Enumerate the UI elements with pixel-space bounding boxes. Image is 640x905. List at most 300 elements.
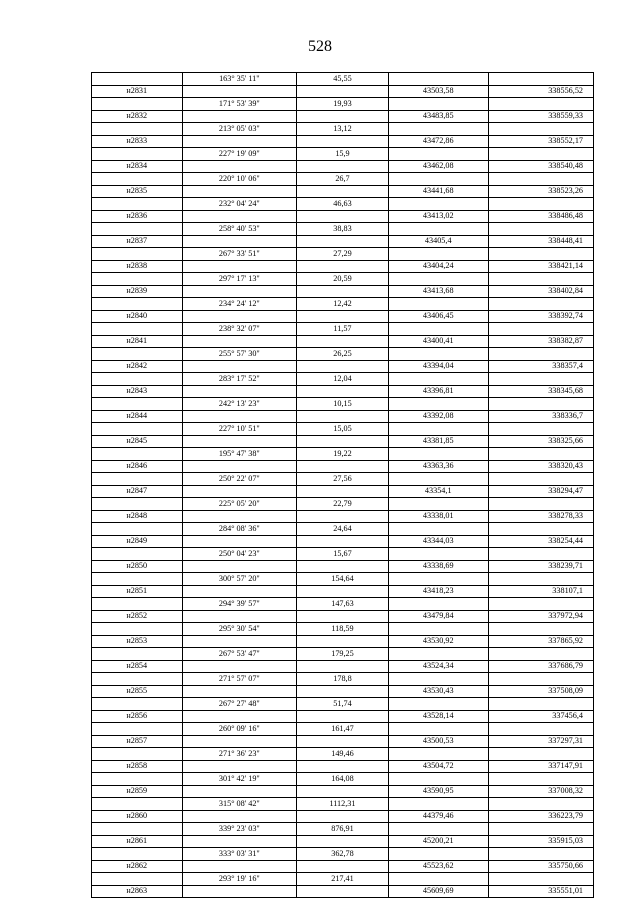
distance-cell bbox=[297, 460, 389, 473]
direction-angle-cell bbox=[182, 685, 297, 698]
direction-angle-cell: 227° 19' 09" bbox=[182, 148, 297, 161]
point-id-cell: н2854 bbox=[92, 660, 183, 673]
distance-cell: 178,8 bbox=[297, 673, 389, 686]
point-row bbox=[92, 685, 594, 698]
y-coordinate-cell: 336223,79 bbox=[488, 810, 593, 823]
point-id-cell bbox=[92, 498, 183, 511]
direction-angle-cell: 284° 08' 36" bbox=[182, 523, 297, 536]
distance-cell: 118,59 bbox=[297, 623, 389, 636]
page-number: 528 bbox=[308, 38, 332, 55]
y-coordinate-cell: 338486,48 bbox=[488, 210, 593, 223]
direction-angle-cell: 213° 05' 03" bbox=[182, 123, 297, 136]
point-id-cell: н2840 bbox=[92, 310, 183, 323]
segment-row bbox=[92, 723, 594, 736]
direction-angle-cell bbox=[182, 435, 297, 448]
y-coordinate-cell bbox=[488, 248, 593, 261]
distance-cell: 12,04 bbox=[297, 373, 389, 386]
point-id-cell: н2861 bbox=[92, 835, 183, 848]
y-coordinate-cell bbox=[488, 598, 593, 611]
x-coordinate-cell: 43413,02 bbox=[388, 210, 488, 223]
y-coordinate-cell bbox=[488, 823, 593, 836]
distance-cell: 19,93 bbox=[297, 98, 389, 111]
point-id-cell bbox=[92, 248, 183, 261]
point-id-cell bbox=[92, 573, 183, 586]
point-id-cell bbox=[92, 423, 183, 436]
distance-cell: 27,29 bbox=[297, 248, 389, 261]
x-coordinate-cell bbox=[388, 323, 488, 336]
x-coordinate-cell bbox=[388, 598, 488, 611]
y-coordinate-cell: 338254,44 bbox=[488, 535, 593, 548]
point-row bbox=[92, 385, 594, 398]
distance-cell bbox=[297, 485, 389, 498]
x-coordinate-cell: 43503,58 bbox=[388, 85, 488, 98]
x-coordinate-cell: 43528,14 bbox=[388, 710, 488, 723]
point-id-cell bbox=[92, 823, 183, 836]
segment-row bbox=[92, 323, 594, 336]
distance-cell: 362,78 bbox=[297, 848, 389, 861]
direction-angle-cell: 267° 33' 51" bbox=[182, 248, 297, 261]
point-id-cell: н2855 bbox=[92, 685, 183, 698]
x-coordinate-cell bbox=[388, 448, 488, 461]
y-coordinate-cell bbox=[488, 473, 593, 486]
direction-angle-cell: 339° 23' 03" bbox=[182, 823, 297, 836]
point-id-cell: н2857 bbox=[92, 735, 183, 748]
y-coordinate-cell: 337008,32 bbox=[488, 785, 593, 798]
y-coordinate-cell: 338540,48 bbox=[488, 160, 593, 173]
x-coordinate-cell: 45523,62 bbox=[388, 860, 488, 873]
point-id-cell: н2859 bbox=[92, 785, 183, 798]
direction-angle-cell bbox=[182, 110, 297, 123]
x-coordinate-cell bbox=[388, 848, 488, 861]
y-coordinate-cell bbox=[488, 348, 593, 361]
y-coordinate-cell bbox=[488, 573, 593, 586]
segment-row bbox=[92, 423, 594, 436]
x-coordinate-cell: 43405,4 bbox=[388, 235, 488, 248]
direction-angle-cell: 271° 57' 07" bbox=[182, 673, 297, 686]
distance-cell bbox=[297, 535, 389, 548]
y-coordinate-cell bbox=[488, 648, 593, 661]
point-id-cell bbox=[92, 548, 183, 561]
segment-row bbox=[92, 773, 594, 786]
point-row bbox=[92, 235, 594, 248]
y-coordinate-cell bbox=[488, 73, 593, 86]
y-coordinate-cell: 338559,33 bbox=[488, 110, 593, 123]
direction-angle-cell: 315° 08' 42" bbox=[182, 798, 297, 811]
distance-cell bbox=[297, 385, 389, 398]
x-coordinate-cell: 43472,86 bbox=[388, 135, 488, 148]
point-row bbox=[92, 285, 594, 298]
point-id-cell: н2851 bbox=[92, 585, 183, 598]
distance-cell: 161,47 bbox=[297, 723, 389, 736]
point-row bbox=[92, 885, 594, 898]
distance-cell: 15,05 bbox=[297, 423, 389, 436]
x-coordinate-cell bbox=[388, 198, 488, 211]
y-coordinate-cell: 338552,17 bbox=[488, 135, 593, 148]
y-coordinate-cell: 338556,52 bbox=[488, 85, 593, 98]
segment-row bbox=[92, 223, 594, 236]
direction-angle-cell bbox=[182, 260, 297, 273]
x-coordinate-cell bbox=[388, 748, 488, 761]
distance-cell: 15,67 bbox=[297, 548, 389, 561]
x-coordinate-cell bbox=[388, 548, 488, 561]
direction-angle-cell: 301° 42' 19" bbox=[182, 773, 297, 786]
direction-angle-cell: 171° 53' 39" bbox=[182, 98, 297, 111]
distance-cell bbox=[297, 785, 389, 798]
direction-angle-cell bbox=[182, 460, 297, 473]
y-coordinate-cell: 338392,74 bbox=[488, 310, 593, 323]
x-coordinate-cell: 43404,24 bbox=[388, 260, 488, 273]
y-coordinate-cell bbox=[488, 98, 593, 111]
x-coordinate-cell bbox=[388, 148, 488, 161]
segment-row bbox=[92, 798, 594, 811]
distance-cell bbox=[297, 560, 389, 573]
segment-row bbox=[92, 198, 594, 211]
y-coordinate-cell bbox=[488, 723, 593, 736]
y-coordinate-cell: 337508,09 bbox=[488, 685, 593, 698]
point-id-cell: н2849 bbox=[92, 535, 183, 548]
y-coordinate-cell: 338294,47 bbox=[488, 485, 593, 498]
x-coordinate-cell: 43504,72 bbox=[388, 760, 488, 773]
distance-cell: 27,56 bbox=[297, 473, 389, 486]
y-coordinate-cell: 338325,66 bbox=[488, 435, 593, 448]
point-id-cell bbox=[92, 398, 183, 411]
x-coordinate-cell: 43344,03 bbox=[388, 535, 488, 548]
distance-cell: 46,63 bbox=[297, 198, 389, 211]
distance-cell bbox=[297, 110, 389, 123]
y-coordinate-cell: 337972,94 bbox=[488, 610, 593, 623]
x-coordinate-cell bbox=[388, 223, 488, 236]
x-coordinate-cell: 43354,1 bbox=[388, 485, 488, 498]
point-row bbox=[92, 710, 594, 723]
x-coordinate-cell: 43530,43 bbox=[388, 685, 488, 698]
direction-angle-cell bbox=[182, 385, 297, 398]
direction-angle-cell: 227° 10' 51" bbox=[182, 423, 297, 436]
point-row bbox=[92, 310, 594, 323]
point-id-cell bbox=[92, 873, 183, 886]
direction-angle-cell bbox=[182, 235, 297, 248]
point-row bbox=[92, 460, 594, 473]
segment-row bbox=[92, 173, 594, 186]
point-id-cell bbox=[92, 323, 183, 336]
point-id-cell: н2839 bbox=[92, 285, 183, 298]
y-coordinate-cell: 335750,66 bbox=[488, 860, 593, 873]
direction-angle-cell bbox=[182, 310, 297, 323]
point-row bbox=[92, 110, 594, 123]
distance-cell: 147,63 bbox=[297, 598, 389, 611]
y-coordinate-cell bbox=[488, 198, 593, 211]
distance-cell: 26,7 bbox=[297, 173, 389, 186]
point-row bbox=[92, 435, 594, 448]
distance-cell bbox=[297, 810, 389, 823]
y-coordinate-cell: 335915,03 bbox=[488, 835, 593, 848]
segment-row bbox=[92, 598, 594, 611]
distance-cell bbox=[297, 135, 389, 148]
point-row bbox=[92, 835, 594, 848]
y-coordinate-cell bbox=[488, 673, 593, 686]
point-id-cell bbox=[92, 173, 183, 186]
point-row bbox=[92, 135, 594, 148]
direction-angle-cell bbox=[182, 285, 297, 298]
distance-cell: 179,25 bbox=[297, 648, 389, 661]
y-coordinate-cell: 338357,4 bbox=[488, 360, 593, 373]
direction-angle-cell bbox=[182, 85, 297, 98]
distance-cell bbox=[297, 610, 389, 623]
direction-angle-cell bbox=[182, 410, 297, 423]
y-coordinate-cell: 337147,91 bbox=[488, 760, 593, 773]
distance-cell bbox=[297, 635, 389, 648]
point-row bbox=[92, 160, 594, 173]
point-id-cell: н2842 bbox=[92, 360, 183, 373]
distance-cell: 13,12 bbox=[297, 123, 389, 136]
distance-cell: 876,91 bbox=[297, 823, 389, 836]
distance-cell bbox=[297, 510, 389, 523]
direction-angle-cell bbox=[182, 135, 297, 148]
direction-angle-cell bbox=[182, 660, 297, 673]
distance-cell: 19,22 bbox=[297, 448, 389, 461]
point-id-cell: н2837 bbox=[92, 235, 183, 248]
point-row bbox=[92, 535, 594, 548]
x-coordinate-cell: 43396,81 bbox=[388, 385, 488, 398]
distance-cell bbox=[297, 210, 389, 223]
direction-angle-cell bbox=[182, 360, 297, 373]
point-id-cell: н2853 bbox=[92, 635, 183, 648]
x-coordinate-cell bbox=[388, 698, 488, 711]
x-coordinate-cell bbox=[388, 123, 488, 136]
point-row bbox=[92, 760, 594, 773]
point-row bbox=[92, 260, 594, 273]
distance-cell: 22,79 bbox=[297, 498, 389, 511]
distance-cell: 217,41 bbox=[297, 873, 389, 886]
distance-cell bbox=[297, 410, 389, 423]
point-row bbox=[92, 785, 594, 798]
distance-cell: 12,42 bbox=[297, 298, 389, 311]
x-coordinate-cell bbox=[388, 498, 488, 511]
point-id-cell bbox=[92, 648, 183, 661]
direction-angle-cell bbox=[182, 485, 297, 498]
point-row bbox=[92, 510, 594, 523]
segment-row bbox=[92, 548, 594, 561]
x-coordinate-cell bbox=[388, 798, 488, 811]
segment-row bbox=[92, 748, 594, 761]
y-coordinate-cell bbox=[488, 698, 593, 711]
y-coordinate-cell bbox=[488, 748, 593, 761]
direction-angle-cell: 250° 04' 23" bbox=[182, 548, 297, 561]
direction-angle-cell bbox=[182, 710, 297, 723]
y-coordinate-cell bbox=[488, 273, 593, 286]
direction-angle-cell bbox=[182, 185, 297, 198]
x-coordinate-cell: 43392,08 bbox=[388, 410, 488, 423]
x-coordinate-cell bbox=[388, 273, 488, 286]
direction-angle-cell bbox=[182, 860, 297, 873]
x-coordinate-cell bbox=[388, 373, 488, 386]
y-coordinate-cell: 338278,33 bbox=[488, 510, 593, 523]
point-id-cell bbox=[92, 148, 183, 161]
x-coordinate-cell: 43363,36 bbox=[388, 460, 488, 473]
distance-cell: 15,9 bbox=[297, 148, 389, 161]
point-row bbox=[92, 560, 594, 573]
direction-angle-cell bbox=[182, 510, 297, 523]
point-id-cell: н2833 bbox=[92, 135, 183, 148]
point-id-cell bbox=[92, 623, 183, 636]
y-coordinate-cell bbox=[488, 373, 593, 386]
y-coordinate-cell: 338107,1 bbox=[488, 585, 593, 598]
point-id-cell bbox=[92, 98, 183, 111]
distance-cell bbox=[297, 85, 389, 98]
y-coordinate-cell bbox=[488, 523, 593, 536]
segment-row bbox=[92, 123, 594, 136]
point-id-cell bbox=[92, 848, 183, 861]
y-coordinate-cell bbox=[488, 123, 593, 136]
point-id-cell bbox=[92, 298, 183, 311]
y-coordinate-cell bbox=[488, 548, 593, 561]
direction-angle-cell: 295° 30' 54" bbox=[182, 623, 297, 636]
x-coordinate-cell bbox=[388, 673, 488, 686]
distance-cell: 38,83 bbox=[297, 223, 389, 236]
y-coordinate-cell bbox=[488, 323, 593, 336]
x-coordinate-cell bbox=[388, 873, 488, 886]
y-coordinate-cell: 335551,01 bbox=[488, 885, 593, 898]
point-id-cell: н2838 bbox=[92, 260, 183, 273]
direction-angle-cell bbox=[182, 335, 297, 348]
direction-angle-cell bbox=[182, 560, 297, 573]
y-coordinate-cell bbox=[488, 848, 593, 861]
distance-cell bbox=[297, 160, 389, 173]
distance-cell: 164,08 bbox=[297, 773, 389, 786]
segment-row bbox=[92, 573, 594, 586]
point-id-cell bbox=[92, 473, 183, 486]
point-id-cell: н2841 bbox=[92, 335, 183, 348]
segment-row bbox=[92, 373, 594, 386]
y-coordinate-cell: 337865,92 bbox=[488, 635, 593, 648]
y-coordinate-cell bbox=[488, 448, 593, 461]
point-id-cell bbox=[92, 348, 183, 361]
x-coordinate-cell bbox=[388, 523, 488, 536]
point-id-cell bbox=[92, 223, 183, 236]
point-id-cell: н2844 bbox=[92, 410, 183, 423]
distance-cell bbox=[297, 760, 389, 773]
y-coordinate-cell: 338523,26 bbox=[488, 185, 593, 198]
point-id-cell: н2862 bbox=[92, 860, 183, 873]
y-coordinate-cell bbox=[488, 398, 593, 411]
x-coordinate-cell bbox=[388, 73, 488, 86]
coordinates-table bbox=[91, 72, 594, 898]
distance-cell: 149,46 bbox=[297, 748, 389, 761]
point-id-cell: н2835 bbox=[92, 185, 183, 198]
direction-angle-cell: 271° 36' 23" bbox=[182, 748, 297, 761]
y-coordinate-cell bbox=[488, 173, 593, 186]
direction-angle-cell bbox=[182, 535, 297, 548]
direction-angle-cell: 232° 04' 24" bbox=[182, 198, 297, 211]
distance-cell bbox=[297, 185, 389, 198]
point-id-cell: н2845 bbox=[92, 435, 183, 448]
point-row bbox=[92, 860, 594, 873]
point-id-cell bbox=[92, 698, 183, 711]
segment-row bbox=[92, 873, 594, 886]
distance-cell bbox=[297, 335, 389, 348]
point-id-cell bbox=[92, 73, 183, 86]
point-id-cell bbox=[92, 598, 183, 611]
direction-angle-cell bbox=[182, 585, 297, 598]
point-id-cell bbox=[92, 273, 183, 286]
y-coordinate-cell: 338448,41 bbox=[488, 235, 593, 248]
distance-cell: 10,15 bbox=[297, 398, 389, 411]
distance-cell: 51,74 bbox=[297, 698, 389, 711]
distance-cell: 26,25 bbox=[297, 348, 389, 361]
coordinates-table-body bbox=[92, 73, 594, 898]
point-id-cell: н2856 bbox=[92, 710, 183, 723]
direction-angle-cell: 283° 17' 52" bbox=[182, 373, 297, 386]
x-coordinate-cell bbox=[388, 423, 488, 436]
x-coordinate-cell: 43530,92 bbox=[388, 635, 488, 648]
point-id-cell: н2858 bbox=[92, 760, 183, 773]
point-row bbox=[92, 610, 594, 623]
y-coordinate-cell bbox=[488, 498, 593, 511]
y-coordinate-cell: 337456,4 bbox=[488, 710, 593, 723]
point-id-cell bbox=[92, 673, 183, 686]
direction-angle-cell bbox=[182, 160, 297, 173]
segment-row bbox=[92, 473, 594, 486]
x-coordinate-cell bbox=[388, 298, 488, 311]
point-id-cell bbox=[92, 798, 183, 811]
direction-angle-cell: 258° 40' 53" bbox=[182, 223, 297, 236]
distance-cell bbox=[297, 585, 389, 598]
x-coordinate-cell bbox=[388, 823, 488, 836]
point-id-cell bbox=[92, 448, 183, 461]
point-id-cell bbox=[92, 748, 183, 761]
distance-cell bbox=[297, 885, 389, 898]
segment-row bbox=[92, 623, 594, 636]
direction-angle-cell: 250° 22' 07" bbox=[182, 473, 297, 486]
segment-row bbox=[92, 273, 594, 286]
y-coordinate-cell: 338320,43 bbox=[488, 460, 593, 473]
segment-row bbox=[92, 823, 594, 836]
y-coordinate-cell bbox=[488, 148, 593, 161]
segment-row bbox=[92, 848, 594, 861]
y-coordinate-cell bbox=[488, 773, 593, 786]
point-id-cell: н2836 bbox=[92, 210, 183, 223]
point-id-cell bbox=[92, 773, 183, 786]
point-id-cell: н2832 bbox=[92, 110, 183, 123]
y-coordinate-cell: 338402,84 bbox=[488, 285, 593, 298]
y-coordinate-cell bbox=[488, 798, 593, 811]
point-id-cell bbox=[92, 373, 183, 386]
point-id-cell: н2860 bbox=[92, 810, 183, 823]
direction-angle-cell: 242° 13' 23" bbox=[182, 398, 297, 411]
x-coordinate-cell: 43338,69 bbox=[388, 560, 488, 573]
y-coordinate-cell bbox=[488, 298, 593, 311]
point-id-cell bbox=[92, 123, 183, 136]
distance-cell: 1112,31 bbox=[297, 798, 389, 811]
x-coordinate-cell: 43590,95 bbox=[388, 785, 488, 798]
x-coordinate-cell: 43406,45 bbox=[388, 310, 488, 323]
segment-row bbox=[92, 673, 594, 686]
x-coordinate-cell: 43462,08 bbox=[388, 160, 488, 173]
x-coordinate-cell bbox=[388, 773, 488, 786]
point-row bbox=[92, 635, 594, 648]
point-row bbox=[92, 735, 594, 748]
point-id-cell: н2847 bbox=[92, 485, 183, 498]
x-coordinate-cell: 43338,01 bbox=[388, 510, 488, 523]
distance-cell bbox=[297, 310, 389, 323]
direction-angle-cell: 294° 39' 57" bbox=[182, 598, 297, 611]
point-id-cell bbox=[92, 198, 183, 211]
distance-cell bbox=[297, 235, 389, 248]
point-row bbox=[92, 335, 594, 348]
direction-angle-cell: 220° 10' 06" bbox=[182, 173, 297, 186]
y-coordinate-cell: 338421,14 bbox=[488, 260, 593, 273]
distance-cell: 24,64 bbox=[297, 523, 389, 536]
x-coordinate-cell: 43381,85 bbox=[388, 435, 488, 448]
